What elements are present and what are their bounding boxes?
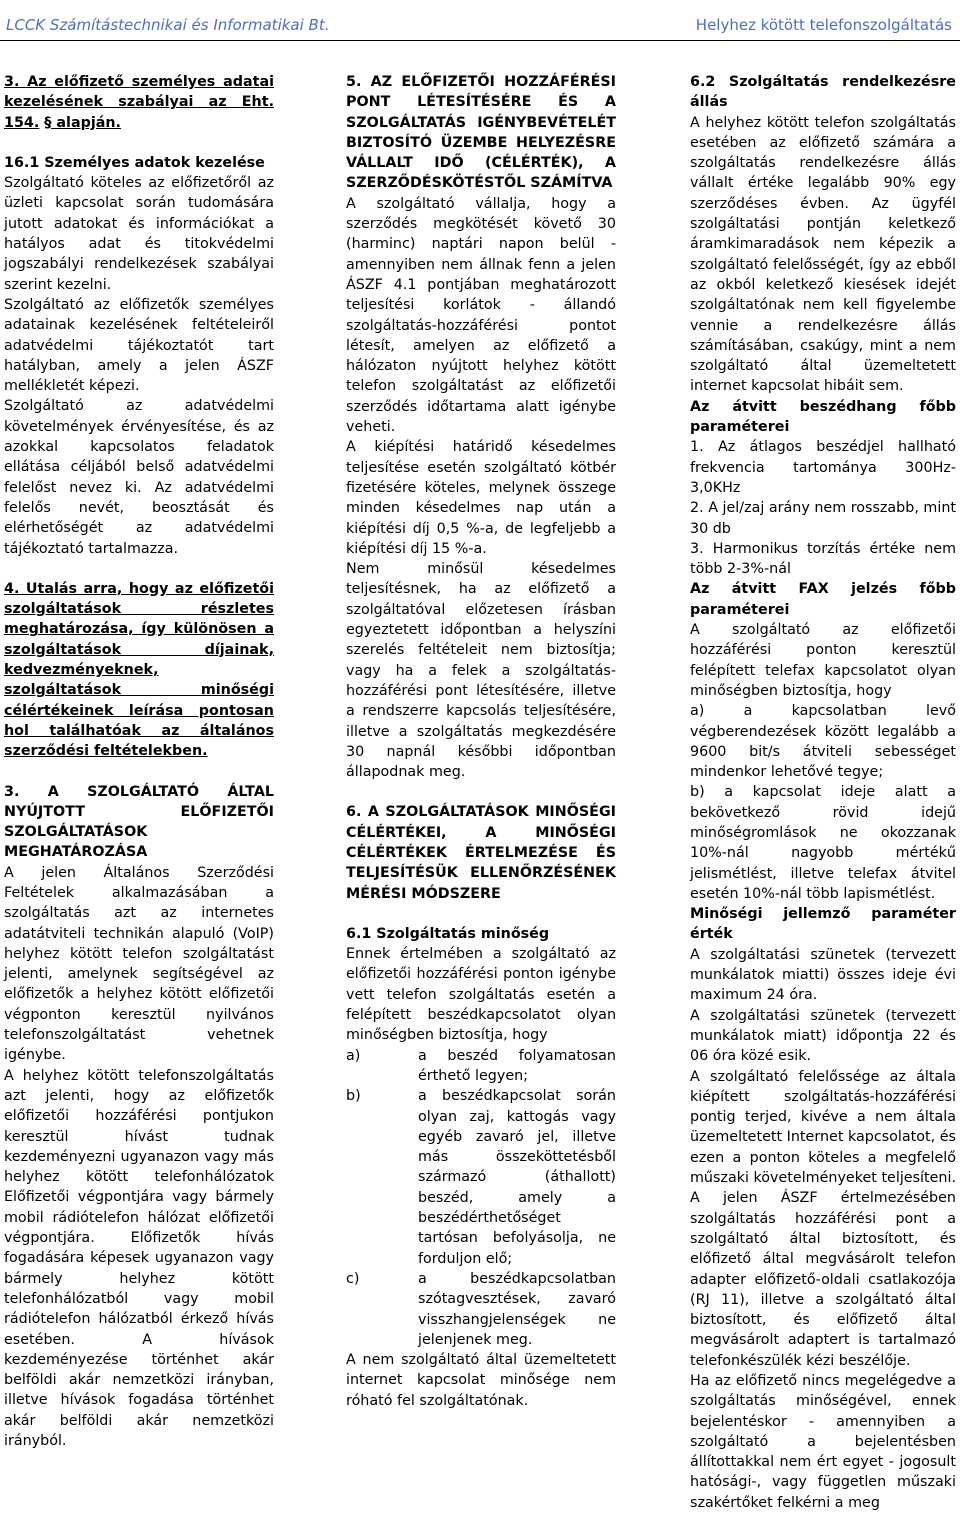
- quality-parameter-title: Minőségi jellemző paraméter érték: [690, 906, 956, 943]
- fax-parameters-title: Az átvitt FAX jelzés főbb paraméterei: [690, 581, 956, 618]
- list-item-a: a) a beszéd folyamatosan érthető legyen;: [346, 1047, 616, 1084]
- section-16-1-paragraph-2: Szolgáltató az előfizetők személyes adatainak kezelésének feltételeiről adatvédelmi tájékoztatót tart hatályban, amely a jelen ÁSZF mellékletét képezi.: [4, 296, 274, 395]
- voice-parameter-2: 2. A jel/zaj arány nem rosszabb, mint 30 db: [690, 500, 956, 537]
- section-3-title: 3. Az előfizető személyes adatai kezelésének szabályai az Eht. 154. § alapján.: [4, 74, 274, 131]
- fax-paragraph-1: A szolgáltató az előfizetői hozzáférési ponton keresztül felépített telefax kapcsolatot olyan minőségben biztosítja, hogy: [690, 622, 956, 699]
- quality-paragraph-1: A szolgáltatási szünetek (tervezett munkálatok miatti) összes ideje évi maximum 24 óra.: [690, 946, 956, 1004]
- quality-paragraph-2: A szolgáltatási szünetek (tervezett munkálatok miatt) időpontja 22 és 06 óra közé esik.: [690, 1007, 956, 1065]
- page-header: [0, 0, 960, 41]
- section-5-paragraph-2: A kiépítési határidő késedelmes teljesítése esetén szolgáltató kötbér fizetésére köteles, melynek összege minden késedelmes nap után a kiépítési díj 0,5 %-a, de legfeljebb a kiépítési díj 15 %-a.: [346, 439, 616, 557]
- header-service-title: Helyhez kötött telefonszolgáltatás: [695, 16, 952, 34]
- quality-paragraph-4: Ha az előfizető nincs megelégedve a szolgáltatás minőségével, ennek bejelentéskor - amennyiben a szolgáltató a bejelentésben állítottakkal nem ért egyet - jogosult hatósági-, vagy független műszaki szakértőket felkérni a meg: [690, 1373, 956, 1511]
- fax-item-a: a) a kapcsolatban levő végberendezések között legalább a 9600 bit/s átviteli sebességet mindenkor lehetővé tegye;: [690, 703, 956, 781]
- section-3b-title: 3. A SZOLGÁLTATÓ ÁLTAL NYÚJTOTT ELŐFIZETŐI SZOLGÁLTATÁSOK MEGHATÁROZÁSA: [4, 783, 274, 861]
- list-item-c: c) a beszédkapcsolatban szótagvesztések, zavaró visszhangjelenségek ne jelenjenek meg.: [346, 1270, 616, 1348]
- section-5-paragraph-3: Nem minősül késedelmes teljesítésnek, ha az előfizető a szolgáltatóval előzetesen írásban egyeztetett időpontban a helyszíni szerelés feltételeit nem biztosítja; vagy ha a felek a szolgáltatás-hozzáférési pont létesítésére, illetve a rendszerre kapcsolás teljesítésére, illetve a szolgáltatás megkezdésére 30 napnál későbbi időpontban állapodnak meg.: [346, 561, 616, 781]
- section-6-1-paragraph-2: A nem szolgáltató által üzemeltetett internet kapcsolat minősége nem róható fel szolgáltatónak.: [346, 1352, 616, 1409]
- section-16-1-title: 16.1 Személyes adatok kezelése: [4, 154, 265, 171]
- fax-item-b: b) a kapcsolat ideje alatt a bekövetkező rövid idejű minőségromlások ne okozzanak 10%-nál nagyobb mértékű jelismétlést, illetve telefax átvitel esetén 10%-nál több lapismétlést.: [690, 784, 956, 902]
- section-6-1-paragraph-1: Ennek értelmében a szolgáltató az előfizetői hozzáférési ponton igénybe vett telefon szolgáltatás esetén a felépített beszédkapcsolatot olyan minőségben biztosítja, hogy: [346, 946, 616, 1044]
- section-5-paragraph-1: A szolgáltató vállalja, hogy a szerződés megkötését követő 30 (harminc) naptári napon belül - amennyiben nem állnak fenn a jelen ÁSZF 4.1 pontjában meghatározott teljesítési korlátok - állandó szolgáltatás-hozzáférési pontot létesít, amelyen az előfizető a hálózaton nyújtott helyhez kötött telefon szolgáltatást az előfizetői szerződés időtartama alatt igénybe veheti.: [346, 195, 616, 436]
- section-6-2-paragraph-1: A helyhez kötött telefon szolgáltatás esetében az előfizető számára a szolgáltatás rendelkezésre állás vállalt értéke legalább 90% egy szerződéses évben. Az ügyfél szolgáltatási pontján keletkező áramkimaradások nem képezik a szolgáltató felelősségét, így az ebből az okból keletkező kiesések idejét szolgáltatónak nem kell figyelembe vennie a rendelkezésre állás számításában, csakúgy, mint a nem szolgáltató által üzemeltetett internet kapcsolat hibáit sem.: [690, 114, 956, 395]
- section-3b-paragraph-1: A jelen Általános Szerződési Feltételek alkalmazásában a szolgáltatás azt az internetes adatátviteli technikán alapuló (VoIP) helyhez kötött telefon szolgáltatást jelenti, amelynek segítségével az előfizetők a helyhez kötött előfizetői végponton keresztül nyilvános telefonszolgáltatást vehetnek igénybe.: [4, 864, 274, 1064]
- voice-parameters-title: Az átvitt beszédhang főbb paraméterei: [690, 398, 956, 436]
- column-right: [690, 72, 956, 1513]
- column-middle: [346, 72, 616, 1411]
- quality-paragraph-3: A szolgáltató felelőssége az általa kiépített szolgáltatás-hozzáférési pontig terjed, kivéve a nem általa üzemeltetett Internet kapcsolatot, és ezen a ponton köteles a megfelelő műszaki követelményeket teljesíteni. A jelen ÁSZF értelmezésében szolgáltatás hozzáférési pont a szolgáltató által biztosított, és előfizető által megvásárolt telefon adapter előfizető-oldali csatlakozója (RJ 11), illetve a szolgáltató által biztosított, és előfizető által megvásárolt adaptert is tartalmazó telefonkészülék kézi beszélője.: [690, 1068, 956, 1369]
- voice-parameter-3: 3. Harmonikus torzítás értéke nem több 2-3%-nál: [690, 540, 956, 578]
- section-6-2-title: 6.2 Szolgáltatás rendelkezésre állás: [690, 74, 956, 111]
- section-6-title: 6. A SZOLGÁLTATÁSOK MINŐSÉGI CÉLÉRTÉKEI, A MINŐSÉGI CÉLÉRTÉKEK ÉRTELMEZÉSE ÉS TELJESÍTÉSÜK ELLENŐRZÉSÉNEK MÉRÉSI MÓDSZERE: [346, 804, 616, 902]
- section-3b-paragraph-2: A helyhez kötött telefonszolgáltatás azt jelenti, hogy az előfizetők előfizetői hozzáférési pontjukon keresztül hívást tudnak kezdeményezni ugyanazon vagy más helyhez kötött telefonhálózatok Előfizetői végpontjára vagy bármely mobil rádiótelefon hálózat előfizetői végpontjára. Előfizetők hívás fogadására képesek ugyanazon vagy bármely helyhez kötött telefonhálózatból vagy mobil rádiótelefon hálózatból érkező hívás esetében. A hívások kezdeményezése történhet akár belföldi akár nemzetközi irányban, illetve hívások fogadása történhet akár belföldi akár nemzetközi irányból.: [4, 1067, 274, 1449]
- section-16-1-paragraph-3: Szolgáltató az adatvédelmi követelmények érvényesítése, és az azokkal kapcsolatos feladatok ellátása céljából belső adatvédelmi felelőst nevez ki. Az adatvédelmi felelős nevét, beosztását és elérhetőségét az adatvédelmi tájékoztató tartalmazza.: [4, 398, 274, 557]
- section-5-title: 5. AZ ELŐFIZETŐI HOZZÁFÉRÉSI PONT LÉTESÍTÉSÉRE ÉS A SZOLGÁLTATÁS IGÉNYBEVÉTELÉT BIZTOSÍTÓ ÜZEMBE HELYEZÉSRE VÁLLALT IDŐ (CÉLÉRTÉK), A SZERZŐDÉSKÖTÉSTŐL SZÁMÍTVA: [346, 74, 616, 192]
- section-4-title: 4. Utalás arra, hogy az előfizetői szolgáltatások részletes meghatározása, így különösen a szolgáltatások díjainak, kedvezményeknek, szolgáltatások minőségi célértékeinek leírása pontosan hol találhatóak az általános szerződési feltételekben.: [4, 580, 274, 760]
- section-6-1-title: 6.1 Szolgáltatás minőség: [346, 925, 550, 942]
- voice-parameter-1: 1. Az átlagos beszédjel hallható frekvencia tartománya 300Hz-3,0KHz: [690, 439, 956, 496]
- section-16-1-paragraph-1: Szolgáltató köteles az előfizetőről az üzleti kapcsolat során tudomására jutott adatokat és információkat a hatályos adat és titokvédelmi jogszabályi rendelkezések szabályai szerint kezelni.: [4, 175, 274, 293]
- header-company: LCCK Számítástechnikai és Informatikai Bt.: [6, 16, 330, 34]
- list-item-b: b) a beszédkapcsolat során olyan zaj, kattogás vagy egyéb zavaró jel, illetve más összeköttetésből származó (áthallott) beszéd, amely a beszédérthetőséget tartósan befolyásolja, ne forduljon elő;: [346, 1088, 616, 1267]
- column-left: [4, 72, 274, 1451]
